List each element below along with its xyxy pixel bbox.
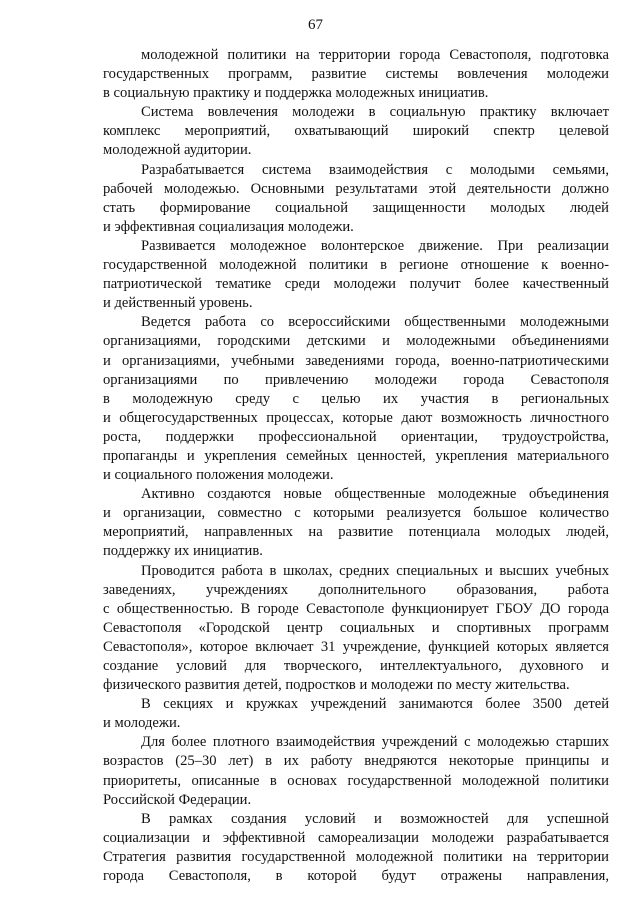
text-line: организациями, городскими детскими и молодежными объединениями [103,333,609,350]
text-line: Для более плотного взаимодействия учреждений с молодежью старших [141,734,609,751]
paragraph [103,237,609,313]
text-line: в молодежную среду с целью их участия в региональных [103,390,609,407]
text-line: поддержку их инициатив. [103,543,263,560]
text-line: рабочей молодежью. Основными результатами этой деятельности должно [103,180,609,197]
text-line: социализации и эффективной самореализации молодежи разрабатывается [103,829,609,846]
text-line: Разрабатывается система взаимодействия с молодыми семьями, [141,161,609,178]
text-line: Система вовлечения молодежи в социальную практику включает [141,104,609,121]
paragraph [103,810,609,886]
text-line: Активно создаются новые общественные молодежные объединения [141,486,609,503]
paragraph [103,562,609,696]
text-line: и социального положения молодежи. [103,467,334,484]
paragraph [103,161,609,237]
text-line: и действенный уровень. [103,295,253,312]
text-line: роста, поддержки профессиональной ориентации, трудоустройства, [103,428,609,445]
text-line: создание условий для творческого, интеллектуального, духовного и [103,658,609,674]
text-line: города Севастополя, в которой будут отражены направления, [103,868,609,885]
text-line: молодежной аудитории. [103,142,252,159]
text-line: молодежной политики на территории города Севастополя, подготовка [141,47,609,63]
text-line: пропаганды и укрепления семейных ценностей, укрепления материального [103,447,609,464]
text-line: и общегосударственных процессах, которые дают возможность личностного [103,409,609,426]
text-line: и организациями, учебными заведениями города, военно-патриотическими [103,352,609,369]
text-line: возрастов (25–30 лет) в их работу внедряются некоторые принципы и [103,753,609,770]
text-line: В секциях и кружках учреждений занимаются более 3500 детей [141,696,609,713]
text-line: и организации, совместно с которыми реализуется большое количество [103,505,609,522]
paragraph [103,103,609,160]
paragraph [103,313,609,485]
text-line: и эффективная социализация молодежи. [103,218,354,235]
text-line: Стратегия развития государственной молодежной политики на территории [103,848,609,865]
text-line: с общественностью. В городе Севастополе функционирует ГБОУ ДО города [103,600,609,617]
paragraph [103,485,609,561]
paragraph [103,733,609,809]
text-line: Проводится работа в школах, средних специальных и высших учебных [141,562,609,579]
text-line: Ведется работа со всероссийскими общественными молодежными [141,314,609,331]
text-line: стать формирование социальной защищенности молодых людей [103,199,609,216]
page-number: 67 [308,17,323,33]
text-line: Севастополя», которое включает 31 учреждение, функцией которых является [103,638,609,655]
text-line: Развивается молодежное волонтерское движение. При реализации [141,237,609,254]
paragraph [103,46,609,103]
text-line: комплекс мероприятий, охватывающий широкий спектр целевой [103,123,609,140]
text-line: в социальную практику и поддержка молодежных инициатив. [103,85,489,102]
text-line: государственных программ, развитие системы вовлечения молодежи [103,66,609,83]
document-body [103,46,609,886]
text-line: Российской Федерации. [103,791,252,808]
text-line: приоритеты, описанные в основах государственной молодежной политики [103,772,609,789]
text-line: В рамках создания условий и возможностей для успешной [141,810,609,827]
text-line: Севастополя «Городской центр социальных и спортивных программ [103,619,609,636]
text-line: патриотической тематике среди молодежи получит более качественный [103,276,609,293]
paragraph [103,695,609,733]
text-line: государственной молодежной политики в регионе отношение к военно- [103,257,609,274]
text-line: организациями по привлечению молодежи города Севастополя [103,371,609,388]
text-line: физического развития детей, подростков и молодежи по месту жительства. [103,677,570,694]
text-line: мероприятий, направленных на развитие потенциала молодых людей, [103,524,609,541]
text-line: и молодежи. [103,715,181,732]
text-line: заведениях, учреждениях дополнительного образования, работа [103,581,609,598]
